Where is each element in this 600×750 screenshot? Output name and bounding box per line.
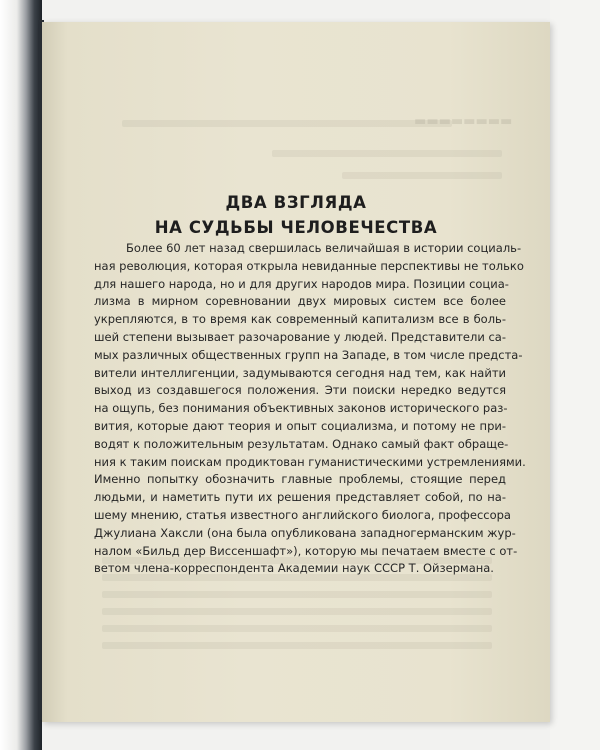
- text-line: шей степени вызывает разочарование у людей. Представители са-: [94, 329, 506, 344]
- title-line-1: ДВА ВЗГЛЯДА: [225, 193, 367, 212]
- text-line: Именно попытку обозначить главные проблемы, стоящие перед: [94, 472, 506, 487]
- text-line: водят к положительным результатам. Однако самый факт обраще-: [94, 436, 509, 451]
- text-line: мых различных общественных групп на Западе, в том числе предста-: [94, 347, 523, 362]
- text-line: вители интеллигенции, задумываются сегодня над тем, как найти: [94, 365, 506, 380]
- show-through-line: [102, 608, 492, 615]
- text-line: ния к таким поискам продиктован гуманистическими устремлениями.: [94, 454, 526, 469]
- show-through-line: [102, 591, 492, 598]
- article-body: [94, 240, 526, 578]
- show-through-line: [122, 120, 452, 127]
- show-through-text: ▬▬▬▬▬▬▬▬: [414, 114, 513, 129]
- text-line: людьми, и наметить пути их решения представляет собой, по на-: [94, 490, 506, 505]
- text-line: ная революция, которая открыла невиданные перспективы не только: [94, 258, 524, 273]
- book-spine: [0, 0, 42, 750]
- show-through-line: [272, 150, 502, 157]
- text-line: налом «Бильд дер Виссеншафт»), которую мы печатаем вместе с от-: [94, 543, 518, 558]
- text-line: шему мнению, статья известного английского биолога, профессора: [94, 507, 511, 522]
- text-line: для нашего народа, но и для других народов мира. Позиции социа-: [94, 276, 509, 291]
- title-line-2: НА СУДЬБЫ ЧЕЛОВЕЧЕСТВА: [154, 218, 438, 237]
- text-line: укрепляются, в то время как современный капитализм все в боль-: [94, 312, 506, 327]
- article-title: [42, 190, 550, 240]
- show-through-line: [342, 172, 502, 179]
- text-line: лизма в мирном соревновании двух мировых систем все более: [94, 294, 506, 309]
- text-line: ветом члена-корреспондента Академии наук СССР Т. Ойзермана.: [94, 561, 494, 576]
- text-line: на ощупь, без понимания объективных законов исторического раз-: [94, 401, 508, 416]
- text-line: Джулиана Хаксли (она была опубликована западногерманским жур-: [94, 525, 516, 540]
- show-through-line: [102, 625, 492, 632]
- background: [550, 0, 600, 750]
- text-line: выход из создавшегося положения. Эти поиски нередко ведутся: [94, 383, 506, 398]
- show-through-line: [102, 642, 492, 649]
- text-line: вития, которые дают теория и опыт социализма, и потому не при-: [94, 418, 506, 433]
- text-line: Более 60 лет назад свершилась величайшая в истории социаль-: [126, 241, 522, 255]
